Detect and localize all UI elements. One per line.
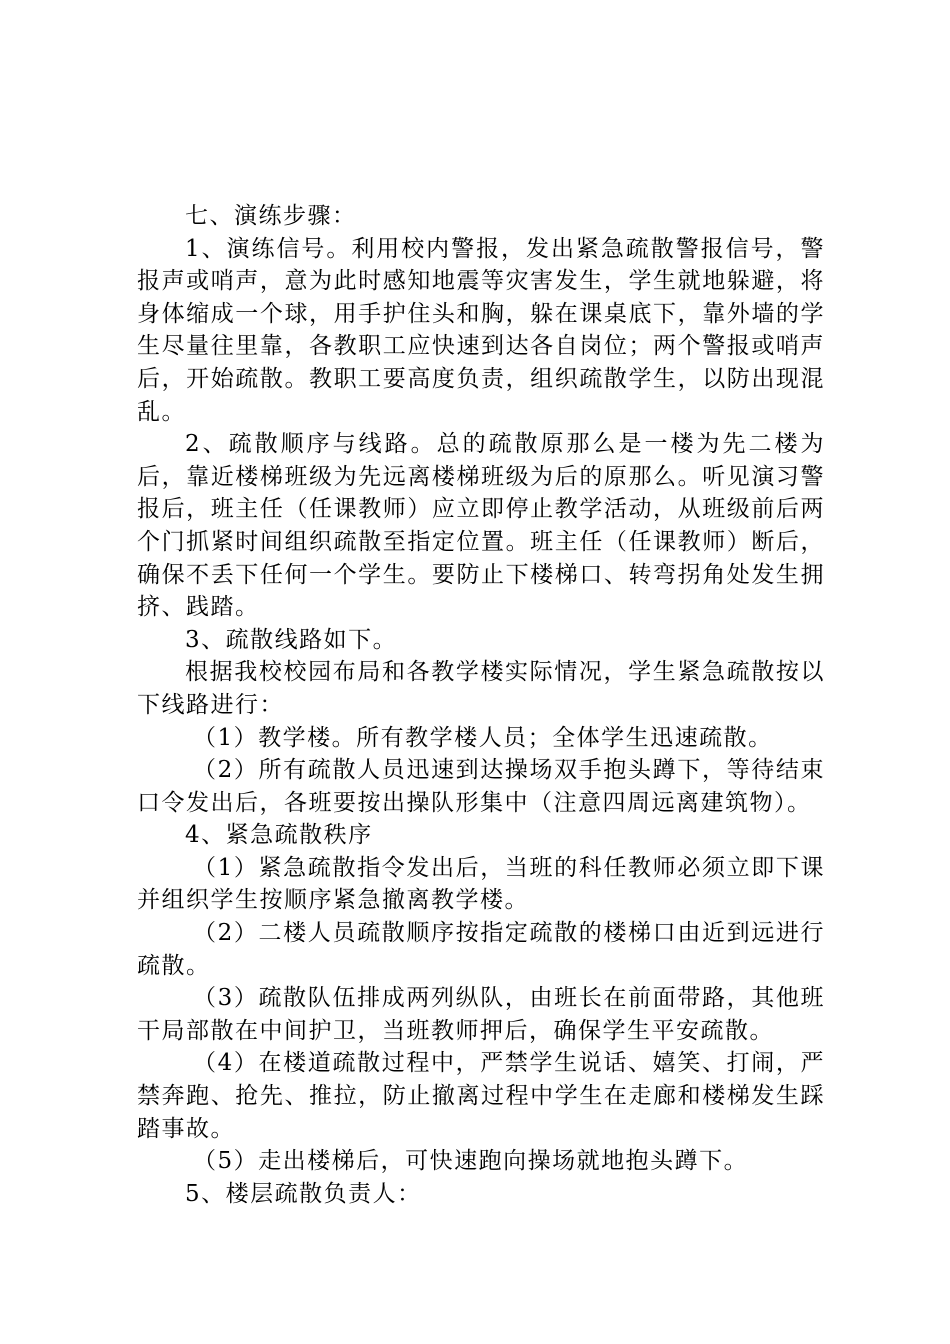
paragraph-order-item-3: （3）疏散队伍排成两列纵队，由班长在前面带路，其他班干局部散在中间护卫，当班教师押后，确保学生平安疏散。 <box>137 985 825 1044</box>
section-heading-drill-steps: 七、演练步骤： <box>185 203 357 229</box>
paragraph-order-item-4: （4）在楼道疏散过程中，严禁学生说话、嬉笑、打闹，严禁奔跑、抢先、推拉，防止撤离过程中学生在走廊和楼梯发生踩踏事故。 <box>137 1050 825 1142</box>
paragraph-order-item-1: （1）紧急疏散指令发出后，当班的科任教师必须立即下课并组织学生按顺序紧急撤离教学楼。 <box>137 854 825 914</box>
paragraph-floor-leaders-title: 5、楼层疏散负责人： <box>185 1180 422 1207</box>
paragraph-evacuation-order: 2、疏散顺序与线路。总的疏散原那么是一楼为先二楼为后，靠近楼梯班级为先远离楼梯班级为后的原那么。听见演习警报后，班主任（任课教师）应立即停止教学活动，从班级前后两个门抓紧时间组织疏散至指定位置。班主任（任课教师）断后，确保不丢下任何一个学生。要防止下楼梯口、转弯拐角处发生拥挤、践踏。 <box>137 431 825 621</box>
document-body <box>137 200 825 1210</box>
paragraph-route-item-2: （2）所有疏散人员迅速到达操场双手抱头蹲下，等待结束口令发出后，各班要按出操队形集中（注意四周远离建筑物）。 <box>137 757 825 816</box>
paragraph-routes-intro: 根据我校校园布局和各教学楼实际情况，学生紧急疏散按以下线路进行： <box>137 659 825 718</box>
paragraph-route-item-1: （1）教学楼。所有教学楼人员；全体学生迅速疏散。 <box>193 724 773 751</box>
paragraph-order-item-2: （2）二楼人员疏散顺序按指定疏散的楼梯口由近到远进行疏散。 <box>137 920 825 979</box>
paragraph-order-item-5: （5）走出楼梯后，可快速跑向操场就地抱头蹲下。 <box>193 1148 749 1175</box>
paragraph-emergency-order-title: 4、紧急疏散秩序 <box>185 822 373 849</box>
paragraph-drill-signal: 1、演练信号。利用校内警报，发出紧急疏散警报信号，警报声或哨声，意为此时感知地震等灾害发生，学生就地躲避，将身体缩成一个球，用手护住头和胸，躲在课桌底下，靠外墙的学生尽量往里靠，各教职工应快速到达各自岗位；两个警报或哨声后，开始疏散。教职工要高度负责，组织疏散学生，以防出现混乱。 <box>137 235 825 425</box>
paragraph-evacuation-routes-title: 3、疏散线路如下。 <box>185 626 398 653</box>
